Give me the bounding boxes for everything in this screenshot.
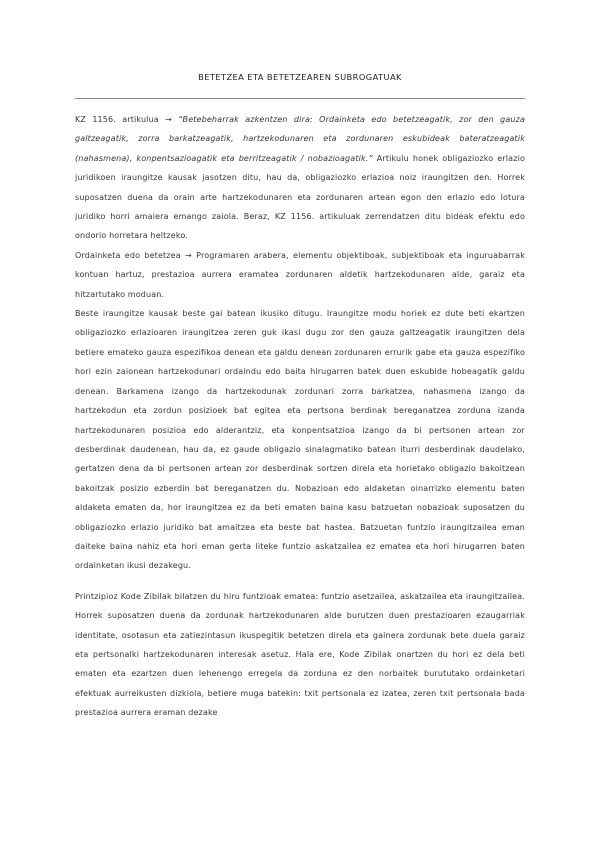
paragraph-beste-iraungitze-kausak: Beste iraungitze kausak beste gai batean ikusiko ditugu. Iraungitze modu horiek ez dute beti ekartzen obligaziozko erlazioaren iraungitzea zeren guk ikasi dugu zor den gauza galtzeagatik iraungitzen dela betiere emateko gauza espezifikoa denean eta galdu denean zordunaren errurik gabe eta gauza espezifiko hori ezin zaionean hartzekodunari ordaindu edo baita hirugarren batek duen eskubide hobeagatik galdu denean. Barkamena izango da hartzekodunak zordunari zorra barkatzea, nahasmena izango da hartzekodun eta zordun posizioek bat egitea eta pertsona berdinak bereganatzea zorduna izanda hartzekodunaren posizioa edo alderantziz, eta konpentsatzioa izango da bi pertsonen artean zor desberdinak daudenean, hau da, ez gaude obligazio sinalagmatiko batean iturri desberdinak daudelako, gertatzen dena da bi pertsonen artean zor desberdinak sortzen direla eta horietako obligazio bakoitzean bakoitzak posizio ezberdin bat bereganatzen du. Nobazioan edo aldaketan oinarrizko elementu baten aldaketa ematen da, hor iraungitzea ez da beti ematen baina kasu batzuetan nobazioak suposatzen du obligaziozko erlazio juridiko bat amaitzea eta beste bat hastea. Batzuetan funtzio iraungitzailea eman daiteke baina nahiz eta hori eman gerta liteke funtzio askatzailea ez ematea eta hori hirugarren baten ordainketan ikusi dezakegu. <box>75 309 525 571</box>
document-title: BETETZEA ETA BETETZEAREN SUBROGATUAK <box>198 72 402 82</box>
title-divider <box>75 98 525 99</box>
paragraph-printzipioz: Printzipioz Kode Zibilak bilatzen du hiru funtzioak ematea: funtzio asetzailea, askatzailea eta iraungitzailea. Horrek suposatzen duena da zordunak hartzekodunaren alde burutzen duen prestazioaren ezaugarriak identitate, osotasun eta zatiezintasun ikuspegitik betetzen direla eta gainera zordunak bete duela garaiz eta pertsonalki hartzekodunaren interesak asetuz. Hala ere, Kode Zibilak onartzen du hori ez dela beti ematen eta ezartzen duen lehenengo erregela da zorduna ez den norbaitek burututako ordainketari efektuak aurreikusten dizkiola, betiere muga batekin: txit pertsonala ez izatea, zeren txit pertsonala bada prestazioa aurrera eraman dezake <box>75 591 525 718</box>
paragraph-rest: Artikulu honek obligaziozko erlazio juridikoen iraungitze kausak jasotzen ditu, hau da, obligaziozko erlazioa noiz iraungitzen den. Horrek suposatzen duena da orain arte hartzekodunaren eta zordunaren artean egon den erlazio edo lotura juridiko horri amaiera emango zaiola. Beraz, KZ 1156. artikuluak zerrendatzen ditu bideak efektu edo ondorio horretara heltzeko. <box>75 153 526 241</box>
paragraph-kz-1156 <box>75 110 525 246</box>
paragraph-lead: KZ 1156. artikulua → <box>75 115 179 124</box>
document-body <box>75 110 525 723</box>
article-quote: “Betebeharrak azkentzen dira: Ordainketa edo betetzeagatik, zor den gauza galtzeagatik, zorra barkatzeagatik, hartzekodunaren eta zordunaren eskubideak bateratzeagatik (nahasmena), konpentsazioagatik eta berritzeagatik / nobazioagatik.” <box>75 115 525 163</box>
paragraph-ordainketa: Ordainketa edo betetzea → Programaren arabera, elementu objektiboak, subjektiboak eta inguruabarrak kontuan hartuz, prestazioa aurrera eramatea zordunaren aldetik hartzekodunaren alde, garaiz eta hitzartutako moduan. <box>75 250 525 299</box>
